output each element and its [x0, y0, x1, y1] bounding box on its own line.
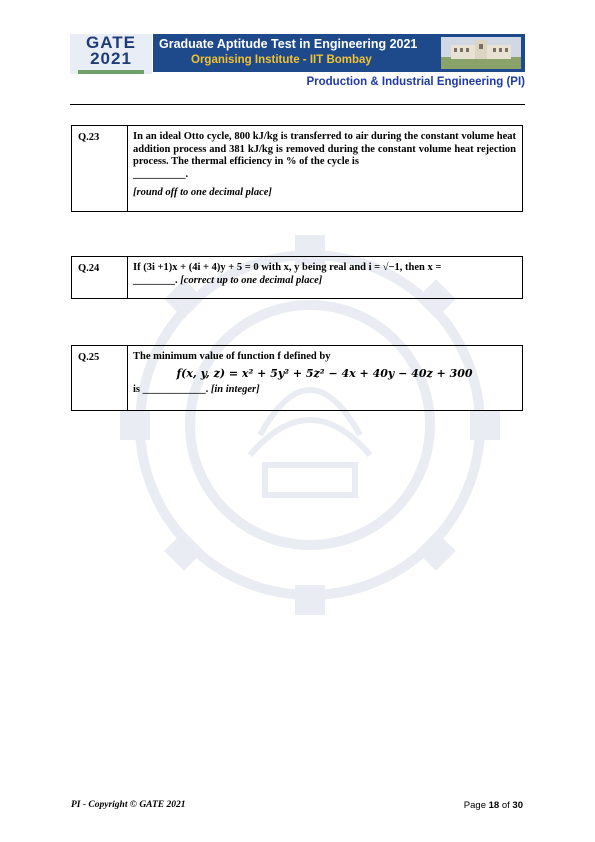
question-number: Q.24	[72, 257, 128, 298]
banner-title: Graduate Aptitude Test in Engineering 2021	[159, 37, 418, 51]
question-24	[71, 256, 523, 299]
gate-logo	[70, 34, 152, 74]
question-25	[71, 345, 523, 411]
page-prefix: Page	[463, 800, 486, 811]
question-text: The minimum value of function f defined by	[133, 351, 331, 362]
logo-strip	[78, 70, 144, 74]
question-number: Q.25	[72, 346, 128, 410]
page-total: 30	[512, 800, 523, 811]
answer-instruction: [correct up to one decimal place]	[180, 274, 323, 286]
answer-blank: __________.	[133, 168, 189, 180]
footer-copyright: PI - Copyright © GATE 2021	[71, 800, 186, 810]
header-divider	[70, 104, 525, 105]
logo-year: 2021	[90, 49, 132, 68]
question-text: If (3i +1)x + (4i + 4)y + 5 = 0 with x, y being real and i = √−1, then x =	[133, 262, 442, 273]
logo-word: GATE	[86, 33, 136, 52]
page-current: 18	[488, 800, 500, 811]
building-icon	[441, 37, 521, 69]
question-23	[71, 125, 523, 212]
question-body	[128, 126, 522, 200]
question-number: Q.23	[72, 126, 128, 211]
banner-subtitle: Organising Institute - IIT Bombay	[191, 54, 372, 66]
header-banner	[153, 34, 525, 72]
answer-instruction: [in integer]	[210, 384, 260, 395]
page-of: of	[501, 800, 510, 811]
page-header	[0, 0, 595, 110]
answer-instruction: [round off to one decimal place]	[133, 187, 272, 198]
question-body	[128, 346, 522, 397]
answer-blank: ________.	[133, 274, 178, 286]
question-suffix: is	[133, 384, 141, 395]
answer-blank: ____________.	[142, 384, 209, 395]
question-text: In an ideal Otto cycle, 800 kJ/kg is transferred to air during the constant volume heat addition process and 381 kJ/kg is removed during the constant volume heat rejection process. The thermal efficiency in % of the cycle is	[133, 131, 516, 167]
footer-page-number	[464, 800, 523, 811]
question-formula: f(x, y, z) = x² + 5y² + 5z² − 4x + 40y − 40z + 300	[176, 366, 473, 380]
question-body	[128, 257, 522, 287]
paper-name: Production & Industrial Engineering (PI)	[306, 76, 525, 88]
